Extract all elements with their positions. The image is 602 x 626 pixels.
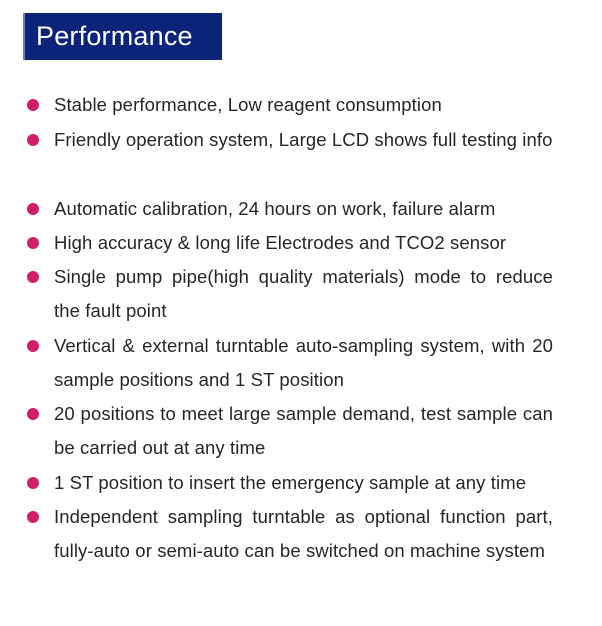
feature-text: 1 ST position to insert the emergency sample at any time [54, 472, 527, 493]
feature-text: High accuracy & long life Electrodes and TCO2 sensor [54, 232, 507, 253]
feature-text: Independent sampling turntable as optional function part, fully-auto or semi-auto can be switched on machine system [54, 506, 553, 562]
bullet-dot-icon [27, 203, 39, 215]
feature-text: Vertical & external turntable auto-sampling system, with 20 sample positions and 1 ST position [54, 335, 553, 391]
bullet-dot-icon [27, 271, 39, 283]
feature-text: Friendly operation system, Large LCD shows full testing info [54, 129, 553, 150]
section-title: Performance [36, 21, 193, 51]
bullet-dot-icon [27, 408, 39, 420]
feature-text: Single pump pipe(high quality materials) mode to reduce the fault point [54, 266, 553, 322]
bullet-dot-icon [27, 477, 39, 489]
bullet-dot-icon [27, 134, 39, 146]
bullet-dot-icon [27, 511, 39, 523]
feature-text: Automatic calibration, 24 hours on work, failure alarm [54, 198, 496, 219]
feature-text: Stable performance, Low reagent consumption [54, 94, 442, 115]
bullet-dot-icon [27, 340, 39, 352]
bullet-dot-icon [27, 99, 39, 111]
bullet-dot-icon [27, 237, 39, 249]
feature-text: 20 positions to meet large sample demand, test sample can be carried out at any time [54, 403, 553, 459]
